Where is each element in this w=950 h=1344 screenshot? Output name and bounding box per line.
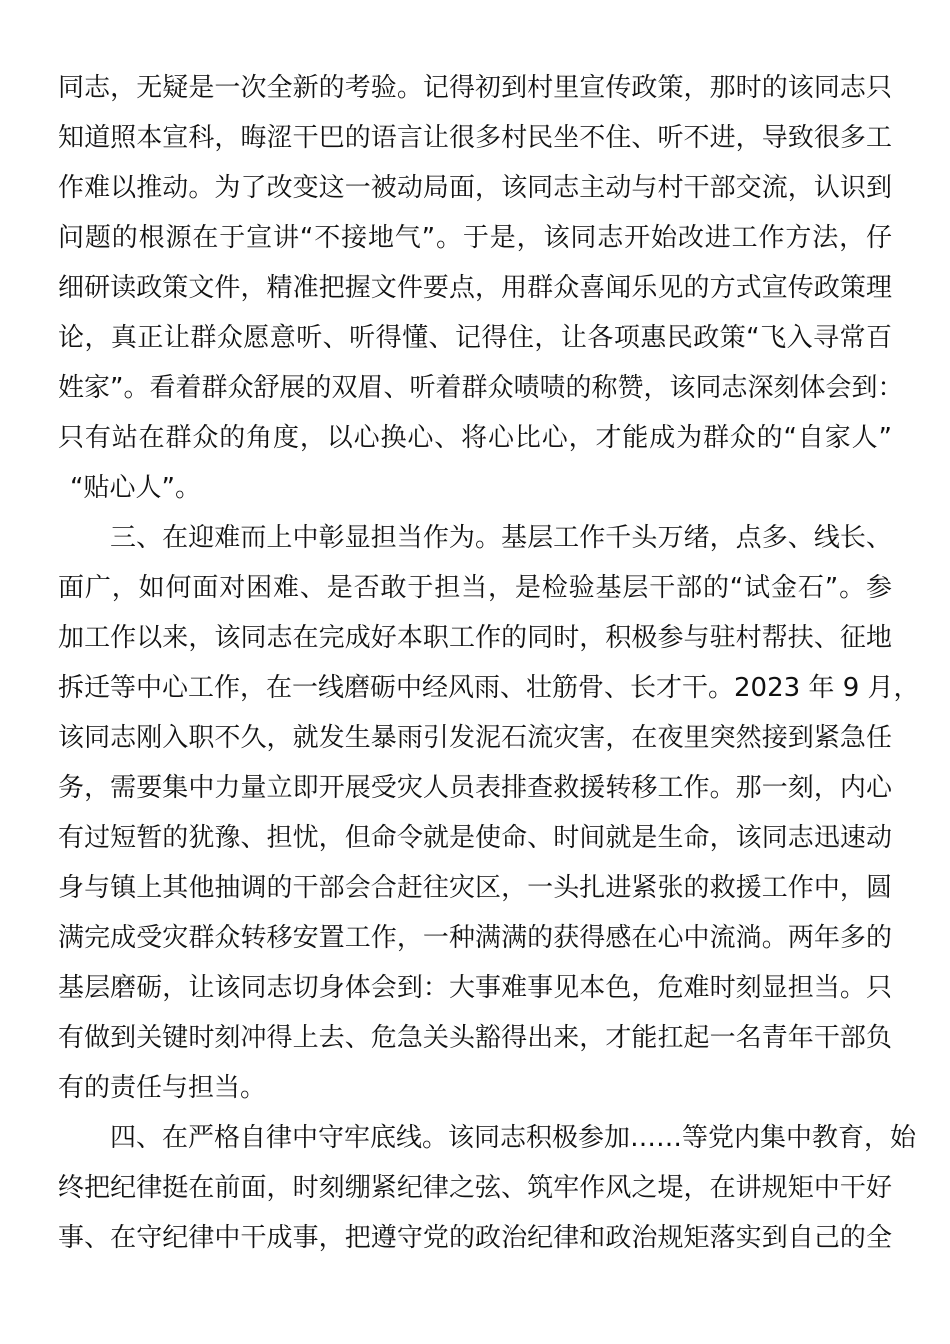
text-line: 只有站在群众的角度，以心换心、将心比心，才能成为群众的“自家人” bbox=[58, 423, 892, 453]
text-line: 务，需要集中力量立即开展受灾人员表排查救援转移工作。那一刻，内心 bbox=[58, 773, 892, 803]
text-line: “贴心人”。 bbox=[70, 473, 201, 503]
text-line: 问题的根源在于宣讲“不接地气”。于是，该同志开始改进工作方法，仔 bbox=[58, 223, 892, 253]
text-line: 论，真正让群众愿意听、听得懂、记得住，让各项惠民政策“飞入寻常百 bbox=[58, 323, 892, 353]
text-line: 作难以推动。为了改变这一被动局面，该同志主动与村干部交流，认识到 bbox=[58, 173, 892, 203]
text-line: 身与镇上其他抽调的干部会合赶往灾区，一头扎进紧张的救援工作中，圆 bbox=[58, 873, 892, 903]
section-heading-line: 四、在严格自律中守牢底线。该同志积极参加……等党内集中教育，始 bbox=[110, 1123, 917, 1153]
text-line: 有过短暂的犹豫、担忧，但命令就是使命、时间就是生命，该同志迅速动 bbox=[58, 823, 892, 853]
text-line: 同志，无疑是一次全新的考验。记得初到村里宣传政策，那时的该同志只 bbox=[58, 73, 892, 103]
text-line: 满完成受灾群众转移安置工作，一种满满的获得感在心中流淌。两年多的 bbox=[58, 923, 892, 953]
text-line: 拆迁等中心工作，在一线磨砺中经风雨、壮筋骨、长才干。2023 年 9 月， bbox=[58, 673, 920, 703]
text-line: 有的责任与担当。 bbox=[58, 1073, 267, 1103]
text-line: 事、在守纪律中干成事，把遵守党的政治纪律和政治规矩落实到自己的全 bbox=[58, 1223, 892, 1253]
text-line: 加工作以来，该同志在完成好本职工作的同时，积极参与驻村帮扶、征地 bbox=[58, 623, 892, 653]
text-line: 终把纪律挺在前面，时刻绷紧纪律之弦、筑牢作风之堤，在讲规矩中干好 bbox=[58, 1173, 892, 1203]
text-line: 基层磨砺，让该同志切身体会到：大事难事见本色，危难时刻显担当。只 bbox=[58, 973, 892, 1003]
text-line: 细研读政策文件，精准把握文件要点，用群众喜闻乐见的方式宣传政策理 bbox=[58, 273, 892, 303]
text-line: 知道照本宣科，晦涩干巴的语言让很多村民坐不住、听不进，导致很多工 bbox=[58, 123, 892, 153]
section-heading-line: 三、在迎难而上中彰显担当作为。基层工作千头万绪，点多、线长、 bbox=[110, 523, 892, 553]
text-line: 有做到关键时刻冲得上去、危急关头豁得出来，才能扛起一名青年干部负 bbox=[58, 1023, 892, 1053]
text-line: 该同志刚入职不久，就发生暴雨引发泥石流灾害，在夜里突然接到紧急任 bbox=[58, 723, 892, 753]
text-line: 面广，如何面对困难、是否敢于担当，是检验基层干部的“试金石”。参 bbox=[58, 573, 892, 603]
text-line: 姓家”。看着群众舒展的双眉、听着群众啧啧的称赞，该同志深刻体会到： bbox=[58, 373, 904, 403]
